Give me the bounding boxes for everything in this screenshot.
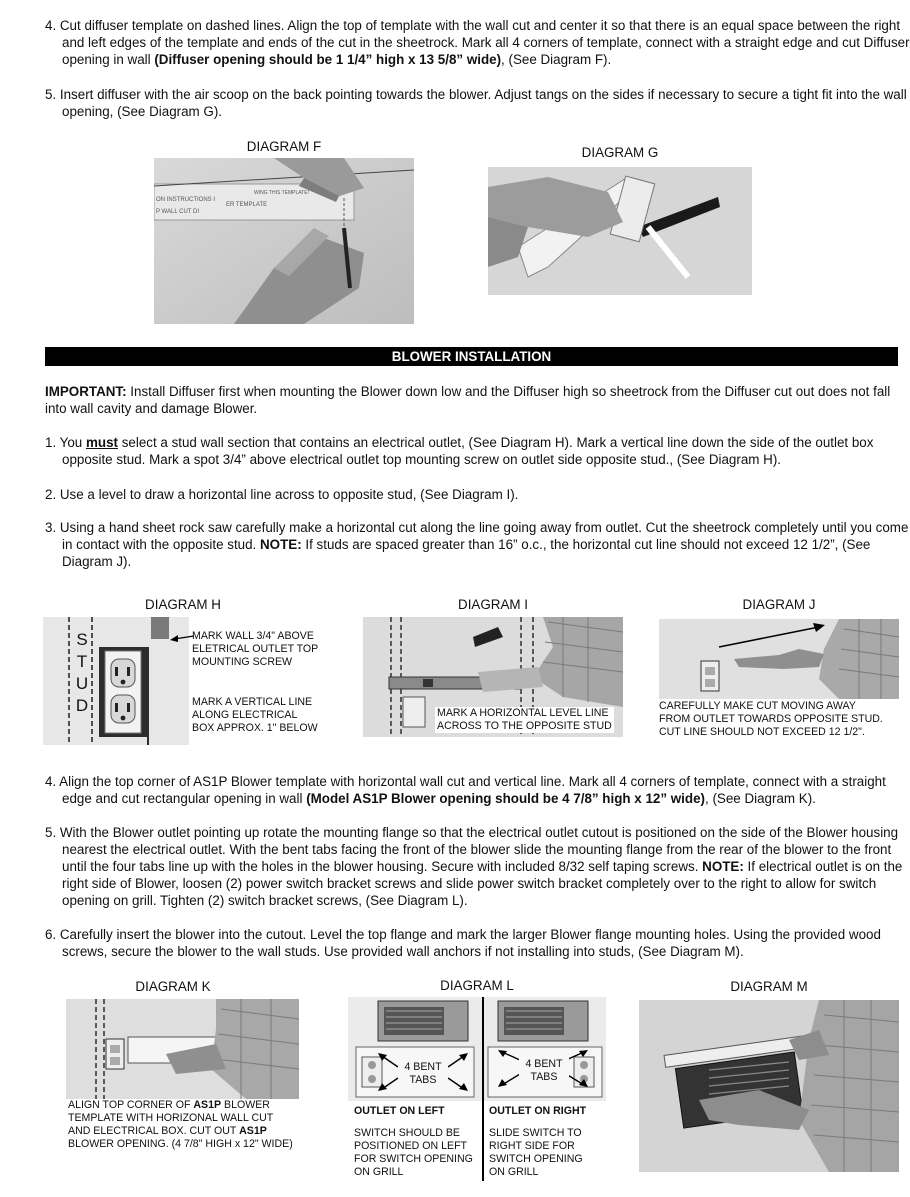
diagram-m-photo bbox=[639, 1000, 899, 1172]
diagram-k-note-line bbox=[68, 1112, 293, 1125]
diagram-f-template-text-1: ON INSTRUCTIONS I bbox=[156, 197, 216, 203]
step-text: (Diffuser opening should be 1 1/4” high x 13 5/8” wide) bbox=[154, 52, 502, 67]
diagram-f-caption: DIAGRAM F bbox=[246, 139, 322, 154]
diagram-k-note-line bbox=[68, 1099, 293, 1112]
diagram-h-arrow-icon bbox=[170, 630, 194, 644]
diagram-h-note-line: MARK WALL 3/4" ABOVE bbox=[192, 630, 314, 642]
diagram-k-note-run: AS1P bbox=[239, 1125, 267, 1137]
diagram-h-photo bbox=[43, 617, 189, 745]
diagram-k-note-run: BLOWER bbox=[221, 1099, 270, 1111]
diagram-k-note-run: ALIGN TOP CORNER OF bbox=[68, 1099, 194, 1111]
step-text: , (See Diagram K). bbox=[705, 791, 816, 806]
diagram-k-note-run: TEMPLATE WITH HORIZONAL WALL CUT bbox=[68, 1112, 274, 1124]
step-6-insert-blower bbox=[45, 926, 910, 960]
diagram-h-note-line: ELETRICAL OUTLET TOP bbox=[192, 643, 319, 655]
diagram-k-caption: DIAGRAM K bbox=[135, 979, 211, 994]
diagram-k-photo bbox=[66, 999, 299, 1099]
step-text: If studs are spaced greater than 16” o.c., the horizontal cut line should not exceed 12 1/2”, (See Diagram J). bbox=[62, 537, 871, 569]
step-text: , (See Diagram F). bbox=[501, 52, 612, 67]
diagram-h-note-line: MARK A VERTICAL LINE bbox=[192, 696, 313, 708]
tabs-label-line: 4 BENT bbox=[404, 1061, 442, 1073]
step-text: If electrical outlet is on the right side of Blower, loosen (2) power switch bracket screws and slide power switch bracket completely over to the right to allow for switch opening on grill. Tighten (2) switch bracket screws, (See Diagram L). bbox=[62, 859, 903, 908]
diagram-g-photo bbox=[488, 167, 752, 295]
diagram-h-caption: DIAGRAM H bbox=[145, 597, 221, 612]
diagram-j-photo bbox=[659, 619, 899, 699]
outlet-right-line: SWITCH OPENING bbox=[489, 1153, 583, 1165]
step-5-mounting-flange bbox=[45, 824, 910, 909]
step-text: Align the top corner of AS1P Blower template with horizontal wall cut and vertical line. Mark all 4 corners of template, connect with a straight edge and cut rectangular opening in wall bbox=[59, 774, 886, 806]
step-text: NOTE: bbox=[260, 537, 302, 552]
step-number: 2. bbox=[45, 487, 60, 502]
diagram-k-note-run: BLOWER OPENING. (4 7/8" HIGH x 12" WIDE) bbox=[68, 1138, 293, 1150]
stud-letter: T bbox=[76, 652, 88, 671]
diagram-f-template-text-3: WING THIS TEMPLATE! bbox=[254, 190, 310, 196]
diagram-f-template-text-2: P WALL CUT DI bbox=[156, 209, 200, 215]
step-4-blower-cut bbox=[45, 773, 910, 807]
diagram-k-note-run: AND ELECTRICAL BOX. CUT OUT bbox=[68, 1125, 240, 1137]
diagram-j-note-line: CUT LINE SHOULD NOT EXCEED 12 1/2". bbox=[659, 726, 865, 738]
diagram-j-note-line: FROM OUTLET TOWARDS OPPOSITE STUD. bbox=[659, 713, 883, 725]
diagram-k-note-line bbox=[68, 1125, 293, 1138]
step-text: Use a level to draw a horizontal line across to opposite stud, (See Diagram I). bbox=[59, 487, 519, 502]
tabs-label-line: TABS bbox=[409, 1074, 437, 1086]
step-text: Using a hand sheet rock saw carefully make a horizontal cut along the line going away from outlet. Cut the sheetrock completely until you come in contact with the opposite stud. bbox=[59, 520, 909, 552]
step-number: 4. bbox=[45, 18, 60, 33]
diagram-i-note bbox=[435, 707, 614, 733]
step-text: (Model AS1P Blower opening should be 4 7/8” high x 12” wide) bbox=[306, 791, 705, 806]
step-5-insert-diffuser bbox=[45, 86, 910, 120]
step-number: 5. bbox=[45, 87, 60, 102]
blower-installation-banner: BLOWER INSTALLATION bbox=[45, 347, 898, 366]
outlet-on-left-title: OUTLET ON LEFT bbox=[354, 1105, 445, 1117]
diagram-l-left-tabs-label bbox=[398, 1061, 448, 1087]
outlet-left-line: POSITIONED ON LEFT bbox=[354, 1140, 468, 1152]
step-text: Carefully insert the blower into the cutout. Level the top flange and mark the larger Blower flange mounting holes. Using the provided wood screws, secure the blower to the wall studs. Use provided wall anchors if not installing into studs, (See Diagram M). bbox=[59, 927, 881, 959]
stud-letter: S bbox=[76, 630, 88, 649]
tabs-label-line: TABS bbox=[530, 1071, 558, 1083]
step-text: Cut diffuser template on dashed lines. Align the top of template with the wall cut and center it so that there is an equal space between the right and left edges of the template and ends of the cut in the sheetrock. Mark all 4 corners of template, connect with a straight edge and cut Diffuser opening in wall bbox=[59, 18, 910, 67]
outlet-on-right-title: OUTLET ON RIGHT bbox=[489, 1105, 587, 1117]
diagram-f-template-text-4: ER TEMPLATE bbox=[226, 202, 268, 208]
step-number: 5. bbox=[45, 825, 60, 840]
step-1-select-stud bbox=[45, 434, 910, 468]
outlet-on-right-text bbox=[489, 1127, 583, 1179]
diagram-l-right-tabs-label bbox=[519, 1058, 569, 1084]
diagram-h-note-bottom bbox=[192, 696, 318, 735]
diagram-k-note-line bbox=[68, 1138, 293, 1151]
diagram-h-note-top bbox=[192, 630, 318, 669]
stud-letter: D bbox=[75, 696, 89, 715]
step-text: select a stud wall section that contains an electrical outlet, (See Diagram H). Mark a vertical line down the side of the outlet box opposite stud. Mark a spot 3/4” above electrical outlet top mounting screw on outlet side opposite stud., (See Diagram H). bbox=[62, 435, 874, 467]
diagram-i-caption: DIAGRAM I bbox=[458, 597, 528, 612]
diagram-h-note-line: BOX APPROX. 1" BELOW bbox=[192, 722, 318, 734]
outlet-right-line: ON GRILL bbox=[489, 1166, 539, 1178]
diagram-i-note-line: ACROSS TO THE OPPOSITE STUD bbox=[437, 720, 612, 732]
outlet-right-line: SLIDE SWITCH TO bbox=[489, 1127, 582, 1139]
diagram-i-note-line: MARK A HORIZONTAL LEVEL LINE bbox=[437, 707, 609, 719]
step-3-horizontal-cut bbox=[45, 519, 910, 570]
tabs-label-line: 4 BENT bbox=[525, 1058, 563, 1070]
diagram-h-note-line: MOUNTING SCREW bbox=[192, 656, 293, 668]
stud-label bbox=[75, 629, 89, 717]
step-text: must bbox=[85, 435, 118, 450]
diagram-j-note-line: CAREFULLY MAKE CUT MOVING AWAY bbox=[659, 700, 856, 712]
step-4-diffuser-cut bbox=[45, 17, 910, 68]
important-text: Install Diffuser first when mounting the Blower down low and the Diffuser high so sheetrock from the Diffuser cut out does not fall into wall cavity and damage Blower. bbox=[45, 384, 891, 416]
important-note bbox=[45, 383, 901, 417]
diagram-g-caption: DIAGRAM G bbox=[581, 145, 659, 160]
step-number: 4. bbox=[45, 774, 60, 789]
outlet-right-line: RIGHT SIDE FOR bbox=[489, 1140, 575, 1152]
stud-letter: U bbox=[75, 674, 89, 693]
diagram-l-caption: DIAGRAM L bbox=[440, 978, 514, 993]
important-label: IMPORTANT: bbox=[45, 384, 127, 399]
step-number: 6. bbox=[45, 927, 60, 942]
outlet-left-line: SWITCH SHOULD BE bbox=[354, 1127, 460, 1139]
diagram-j-caption: DIAGRAM J bbox=[742, 597, 816, 612]
diagram-k-note bbox=[68, 1099, 293, 1151]
outlet-left-line: FOR SWITCH OPENING bbox=[354, 1153, 473, 1165]
diagram-k-note-run: AS1P bbox=[193, 1099, 222, 1111]
step-text: You bbox=[59, 435, 86, 450]
outlet-on-left-text bbox=[354, 1127, 473, 1179]
step-number: 1. bbox=[45, 435, 60, 450]
step-number: 3. bbox=[45, 520, 60, 535]
step-text: With the Blower outlet pointing up rotate the mounting flange so that the electrical outlet cutout is positioned on the side of the Blower housing nearest the electrical outlet. With the bent tabs facing the front of the blower slide the mounting flange from the rear of the blower to the front until the four tabs line up with the holes in the blower housing. Secure with included 8/32 self taping screws. bbox=[59, 825, 899, 874]
diagram-f-photo bbox=[154, 158, 414, 324]
diagram-m-caption: DIAGRAM M bbox=[730, 979, 808, 994]
step-text: Insert diffuser with the air scoop on the back pointing towards the blower. Adjust tangs on the sides if necessary to secure a tight fit into the wall opening, (See Diagram G). bbox=[59, 87, 907, 119]
diagram-j-note bbox=[659, 700, 883, 739]
outlet-left-line: ON GRILL bbox=[354, 1166, 404, 1178]
diagram-h-note-line: ALONG ELECTRICAL bbox=[192, 709, 298, 721]
step-text: NOTE: bbox=[702, 859, 744, 874]
step-2-level-line bbox=[45, 486, 910, 503]
